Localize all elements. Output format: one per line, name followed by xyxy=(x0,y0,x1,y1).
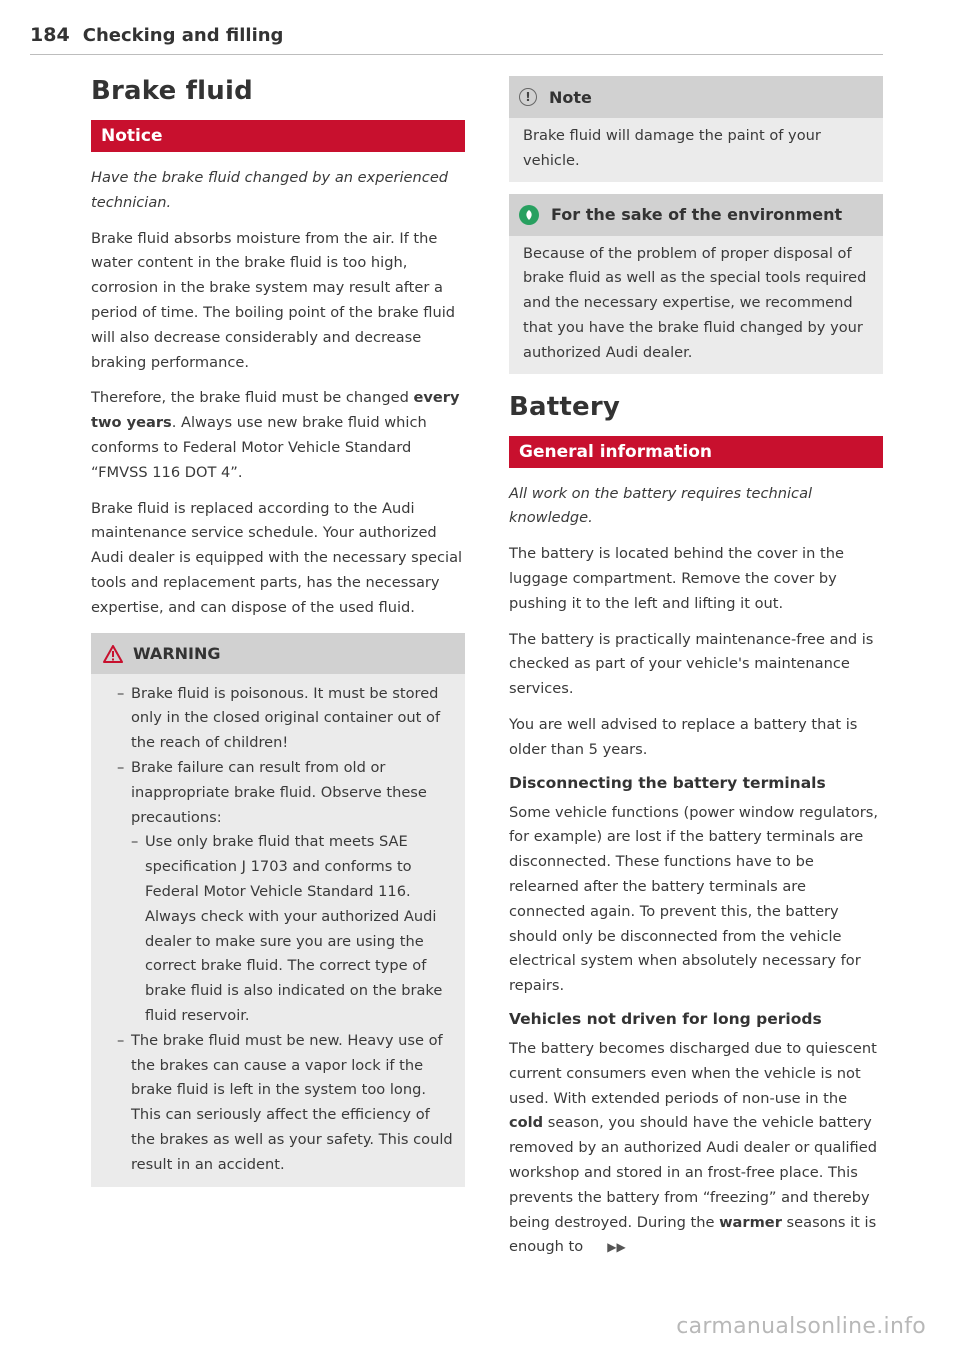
brake-paragraph-1: Brake fluid absorbs moisture from the air. If the water content in the brake fluid is too high, corrosion in the brake system may result after a period of time. The boiling point of the brake fluid will also decrease considerably and decrease braking performance. xyxy=(91,229,456,371)
warning-box xyxy=(91,633,465,1188)
continue-arrow-icon: ▶▶ xyxy=(607,1240,626,1255)
environment-icon xyxy=(519,205,539,225)
warning-body xyxy=(91,674,465,1188)
battery-paragraph-3: You are well advised to replace a battery that is older than 5 years. xyxy=(509,715,858,758)
info-circle-icon: ! xyxy=(519,88,537,106)
left-column xyxy=(91,70,465,1187)
note-title: Note xyxy=(549,87,592,107)
notice-bar: Notice xyxy=(91,120,465,152)
battery-paragraph-4: Some vehicle functions (power window regulators, for example) are lost if the battery terminals are disconnected. These functions have to be relearned after the battery terminals are connected again. To prevent this, the battery should only be disconnected from the vehicle electrical system when absolutely necessary for repairs. xyxy=(509,803,879,995)
battery-paragraph-1: The battery is located behind the cover in the luggage compartment. Remove the cover by pushing it to the left and lifting it out. xyxy=(509,545,844,612)
battery-heading: Battery xyxy=(509,391,621,422)
warning-title: WARNING xyxy=(133,644,221,664)
environment-body: Because of the problem of proper disposal of brake fluid as well as the special tools required and the necessary expertise, we recommend that you have the brake fluid changed by your authorized Audi dealer. xyxy=(523,244,867,361)
environment-title: For the sake of the environment xyxy=(551,205,843,225)
note-body: Brake fluid will damage the paint of your vehicle. xyxy=(523,127,821,169)
note-header xyxy=(509,76,883,118)
page-number: 184 xyxy=(30,24,70,46)
battery-intro: All work on the battery requires technical knowledge. xyxy=(509,484,813,527)
environment-box xyxy=(509,194,883,374)
brake-fluid-heading: Brake fluid xyxy=(91,76,253,106)
brake-intro: Have the brake fluid changed by an experienced technician. xyxy=(91,169,449,211)
brake-paragraph-2: Therefore, the brake fluid must be changed every two years. Always use new brake fluid which conforms to Federal Motor Vehicle Standard “FMVSS 116 DOT 4”. xyxy=(91,389,460,481)
vehicles-not-driven-heading: Vehicles not driven for long periods xyxy=(509,1009,822,1028)
watermark: carmanualsonline.info xyxy=(676,1314,926,1339)
warning-header xyxy=(91,634,465,674)
warning-item: – Brake fluid is poisonous. It must be stored only in the closed original container out of the reach of children! xyxy=(117,684,441,752)
general-information-bar: General information xyxy=(509,436,883,468)
warning-item: – The brake fluid must be new. Heavy use of the brakes can cause a vapor lock if the brake fluid is left in the system too long. This can seriously affect the efficiency of the brakes as well as your safety. This could result in an accident. xyxy=(117,1031,453,1173)
warning-item: – Brake failure can result from old or inappropriate brake fluid. Observe these precautions: xyxy=(117,758,427,826)
warning-subitem: – Use only brake fluid that meets SAE specification J 1703 and conforms to Federal Motor Vehicle Standard 116. Always check with your authorized Audi dealer to make sure you are using the correct brake fluid. The correct type of brake fluid is also indicated on the brake fluid reservoir. xyxy=(131,833,443,1024)
disconnecting-heading: Disconnecting the battery terminals xyxy=(509,773,826,792)
brake-paragraph-3: Brake fluid is replaced according to the Audi maintenance service schedule. Your authorized Audi dealer is equipped with the necessary special tools and replacement parts, has the necessary expertise, and can dispose of the used fluid. xyxy=(91,499,463,616)
environment-header xyxy=(509,194,883,236)
page-header xyxy=(30,24,883,55)
note-box xyxy=(509,76,883,182)
battery-paragraph-5: The battery becomes discharged due to quiescent current consumers even when the vehicle is not used. With extended periods of non-use in the cold season, you should have the vehicle battery removed by an authorized Audi dealer or qualified workshop and stored in an frost-free place. This prevents the battery from “freezing” and thereby being destroyed. During the warmer seasons it is enough to ▶▶ xyxy=(509,1037,883,1260)
chapter-title: Checking and filling xyxy=(82,25,284,46)
warning-triangle-icon xyxy=(103,645,123,663)
right-column xyxy=(509,76,883,1271)
battery-paragraph-2: The battery is practically maintenance-free and is checked as part of your vehicle's maintenance services. xyxy=(509,630,874,698)
